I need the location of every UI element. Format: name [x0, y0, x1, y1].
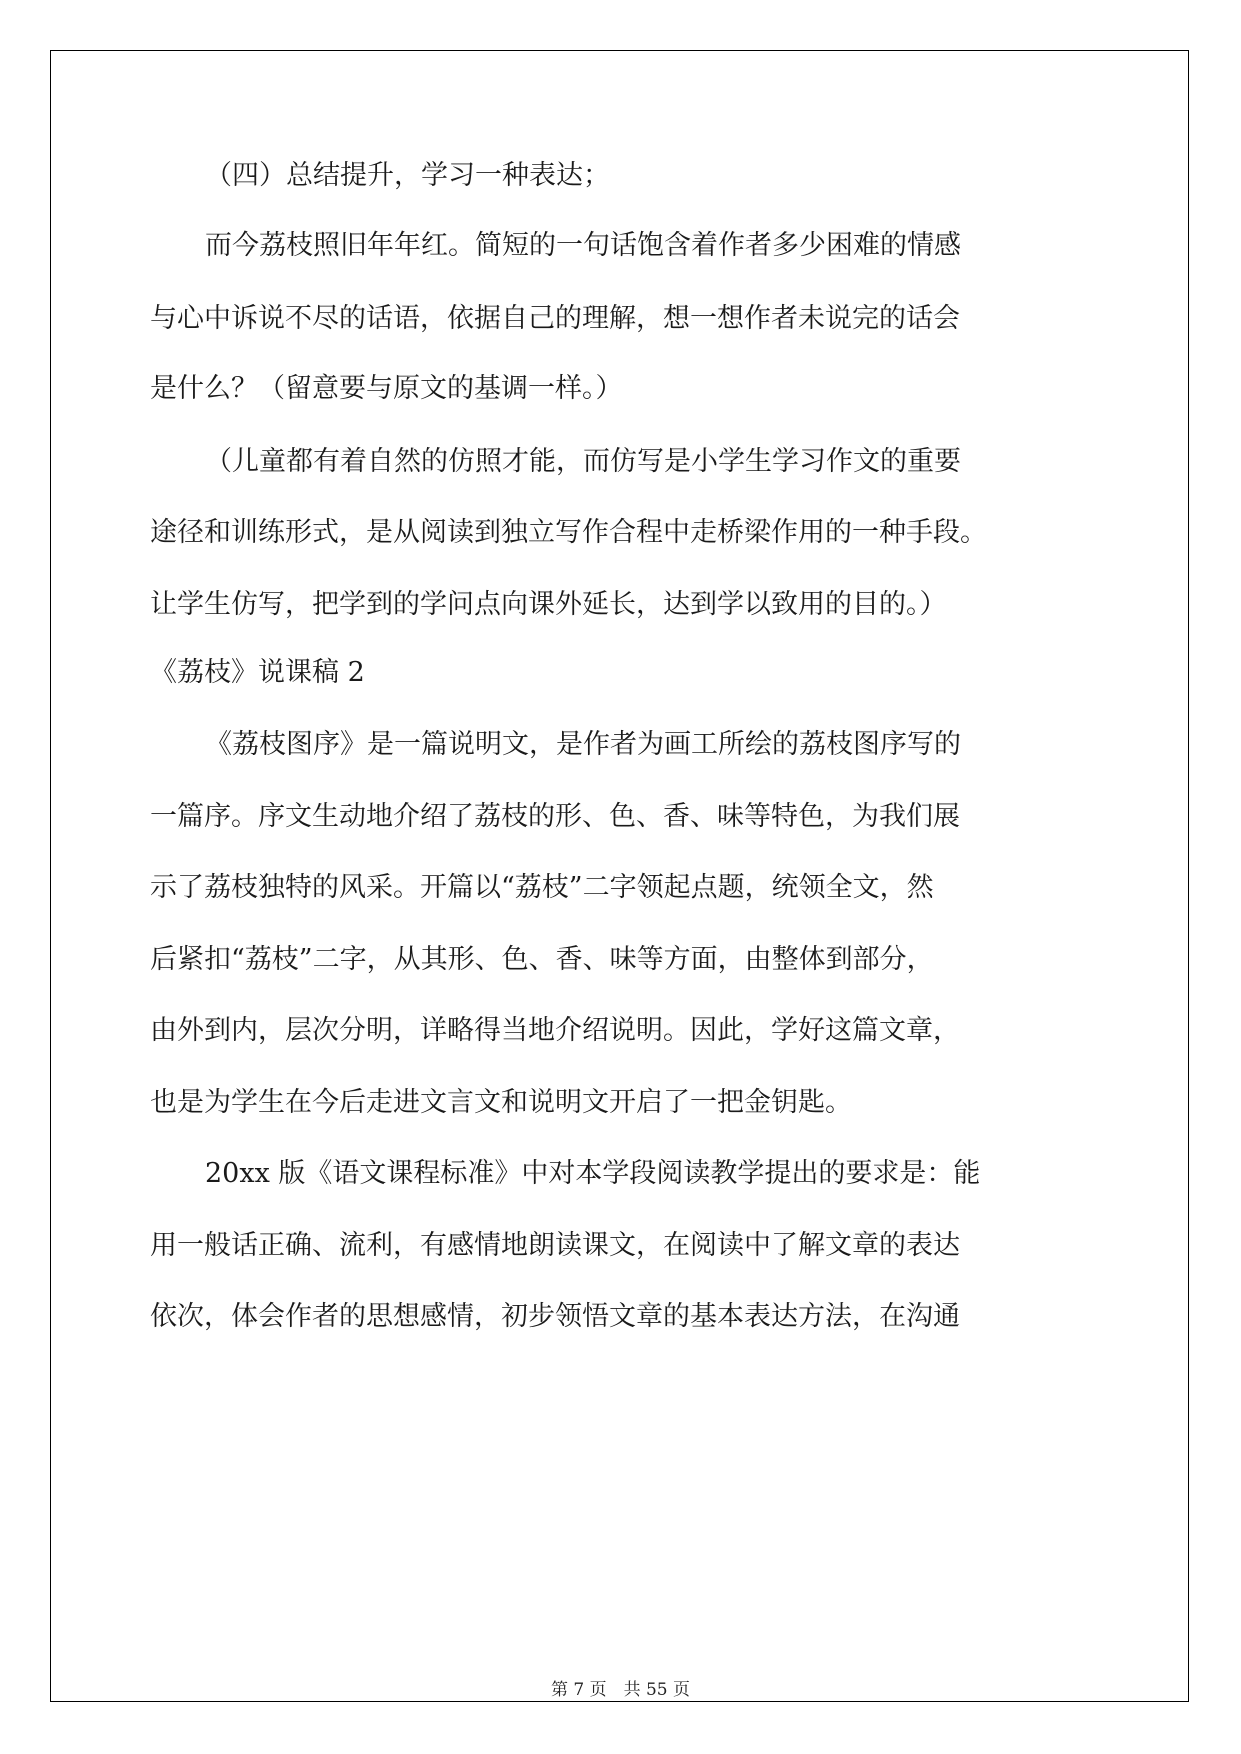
paragraph-line: 20xx 版《语文课程标准》中对本学段阅读教学提出的要求是：能: [205, 1158, 981, 1189]
paragraph-line: 用一般话正确、流利，有感情地朗读课文，在阅读中了解文章的表达: [150, 1230, 960, 1261]
paragraph-line: 而今荔枝照旧年年红。简短的一句话饱含着作者多少困难的情感: [205, 230, 961, 261]
paragraph-line: 《荔枝图序》是一篇说明文，是作者为画工所绘的荔枝图序写的: [205, 729, 961, 760]
paragraph-line: 与心中诉说不尽的话语，依据自己的理解，想一想作者未说完的话会: [150, 303, 960, 334]
section-heading: 《荔枝》说课稿 2: [150, 657, 365, 688]
paragraph-line: 也是为学生在今后走进文言文和说明文开启了一把金钥匙。: [150, 1087, 852, 1118]
paragraph-line: 是什么？（留意要与原文的基调一样。）: [150, 373, 623, 404]
paragraph-line: 依次，体会作者的思想感情，初步领悟文章的基本表达方法，在沟通: [150, 1301, 960, 1332]
paragraph-line: 一篇序。序文生动地介绍了荔枝的形、色、香、味等特色，为我们展: [150, 801, 960, 832]
paragraph-line: （四）总结提升，学习一种表达；: [205, 160, 610, 191]
paragraph-line: 后紧扣“荔枝”二字，从其形、色、香、味等方面，由整体到部分，: [150, 944, 934, 975]
paragraph-line: （儿童都有着自然的仿照才能，而仿写是小学生学习作文的重要: [205, 446, 961, 477]
page-number: 第 7 页 共 55 页: [550, 1680, 691, 1700]
paragraph-line: 示了荔枝独特的风采。开篇以“荔枝”二字领起点题，统领全文，然: [150, 872, 934, 903]
paragraph-line: 途径和训练形式，是从阅读到独立写作合程中走桥梁作用的一种手段。: [150, 517, 987, 548]
paragraph-line: 由外到内，层次分明，详略得当地介绍说明。因此，学好这篇文章，: [150, 1015, 960, 1046]
paragraph-line: 让学生仿写，把学到的学问点向课外延长，达到学以致用的目的。）: [150, 589, 947, 620]
